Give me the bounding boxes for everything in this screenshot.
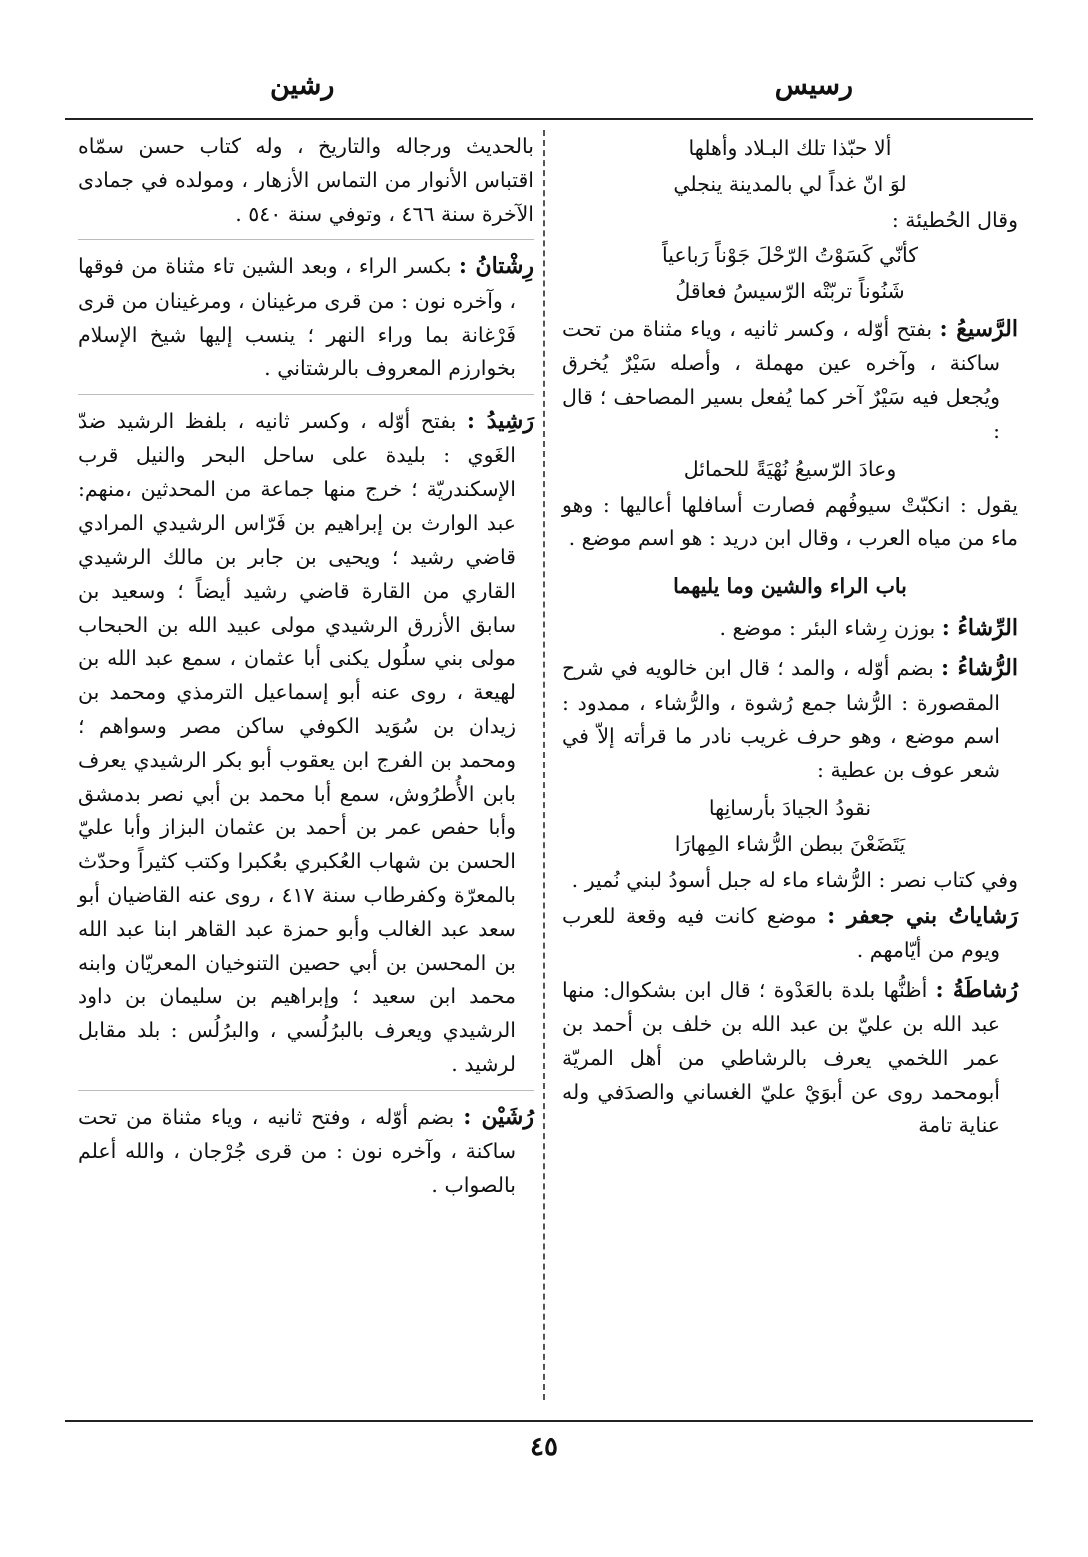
left-column: [78, 130, 534, 1207]
entry-rushayn: [78, 1099, 534, 1203]
verse: كأنّي كَسَوْتُ الرّحْلَ جَوْناً رَباعياً: [662, 243, 918, 268]
footer-rule: [65, 1420, 1033, 1422]
entry-text: موضع كانت فيه وقعة للعرب ويوم من أيّامهم .: [562, 903, 1000, 962]
header-right-title: رسيس: [774, 70, 853, 101]
entry-rushatah: [562, 972, 1018, 1144]
headword: رِشْتانُ :: [458, 253, 534, 280]
entry-rashid: [78, 403, 534, 1082]
headword: رَشاياتُ بني جعفر :: [827, 902, 1018, 929]
entry-text: بوزن رِشاء البئر : موضع .: [719, 616, 936, 641]
page-number: ٤٥: [530, 1432, 558, 1462]
verse: لوَ انّ غداً لي بالمدينة ينجلي: [673, 171, 907, 196]
text-line: وقال الحُطيئة :: [891, 207, 1018, 232]
entry-text: أظنُّها بلدة بالعَدْوة ؛ قال ابن بشكوال: منها عبد الله بن عليّ بن عبد الله بن خلف بن أحمد بن عمر اللخمي يعرف بالرشاطي من أهل المريّة أبومحمد روى عن أبوَيْ عليّ الغساني والصدَفي وله عناية تامة: [562, 977, 1000, 1138]
header-rule: [65, 118, 1033, 120]
entry-divider: [78, 394, 534, 395]
verse: يَتَضَعْنَ ببطن الرُّشاء المِهارَا: [674, 831, 906, 856]
entry-rasha2: [562, 650, 1018, 788]
header-left-title: رشين: [270, 70, 335, 101]
entry-text: بفتح أوّله ، وكسر ثانيه ، بلفظ الرشيد ضدّ الغَوي : بليدة على ساحل البحر والنيل قرب الإسكندريّة ؛ خرج منها جماعة من المحدثين ،منهم: عبد الوارث بن إبراهيم بن فَرّاس الرشيدي المرادي قاضي رشيد ؛ ويحيى بن جابر بن مالك الرشيدي القاري من القارة قاضي رشيد أيضاً ؛ وسعيد بن سابق الأزرق الرشيدي مولى عبيد الله بن الحبحاب مولى بني سلُول يكنى أبا عثمان ، سمع عبد الله بن لهيعة ، روى عنه أبو إسماعيل الترمذي ومحمد بن زيدان بن سُوَيد الكوفي ساكن مصر وسواهم ؛ ومحمد بن الفرج ابن يعقوب أبو بكر الرشيدي يعرف بابن الأُطرُوش، سمع أبا محمد بن أبي نصر بدمشق وأبا حفص عمر بن أحمد بن عثمان البزاز وأبا عليّ الحسن بن شهاب العُكبري بعُكبرا وكتب كثيراً وحدّث بالمعرّة وكفرطاب سنة ٤١٧ ، روى عنه القاضيان أبو سعد عبد الغالب وأبو حمزة عبد القاهر ابنا عبد الله بن المحسن بن أبي حصين التنوخيان المعريّان وابنه محمد ابن سعيد ؛ وإبراهيم بن سليمان بن داود الرشيدي ويعرف بالبرُلُسي ، والبرُلُس : بلد مقابل لرشيد .: [78, 409, 516, 1077]
entry-text: بضم أوّله ، والمد ؛ قال ابن خالويه في شرح المقصورة : الرُّشا جمع رُشوة ، والرُّشاء ، ممدود : اسم موضع ، وهو حرف غريب نادر ما قرأته إلاّ في شعر عوف بن عطية :: [562, 656, 1000, 783]
entry-text: بضم أوّله ، وفتح ثانيه ، وياء مثناة من تحت ساكنة ، وآخره نون : من قرى جُرْجان ، والله أعلم بالصواب .: [78, 1104, 516, 1198]
verse: نقودُ الجيادَ بأرسانِها: [708, 796, 872, 821]
headword: رُشَيْن :: [463, 1103, 534, 1130]
entry-rasha1: [562, 610, 1018, 646]
entry-rashayat: [562, 898, 1018, 968]
headword: الرِّشاءُ :: [941, 615, 1018, 642]
text-paragraph: يقول : انكبّتْ سيوفُهم فصارت أسافلها أعاليها : وهو ماء من مياه العرب ، وقال ابن دريد : هو اسم موضع .: [562, 492, 1018, 551]
right-column: [562, 130, 1018, 1147]
headword: الرُّشاءُ :: [941, 655, 1018, 682]
verse: ألا حبّذا تلك البـلاد وأهلها: [688, 136, 892, 160]
verse: وعادَ الرّسيعُ نُهْيَةً للحمائل: [683, 456, 897, 481]
section-heading: باب الراء والشين وما يليهما: [673, 574, 907, 599]
entry-rishtan: [78, 248, 534, 386]
text-paragraph: بالحديث ورجاله والتاريخ ، وله كتاب حسن سمّاه اقتباس الأنوار من التماس الأزهار ، ومولده في جمادى الآخرة سنة ٤٦٦ ، وتوفي سنة ٥٤٠ .: [78, 134, 534, 226]
column-separator: [543, 130, 545, 1400]
headword: رَشِيدُ :: [466, 408, 534, 435]
entry-text: بكسر الراء ، وبعد الشين تاء مثناة من فوقها ، وآخره نون : من قرى مرغينان ، ومرغينان من قرى فَرْغانة بما وراء النهر ؛ ينسب إليها شيخ الإسلام بخوارزم المعروف بالرشتاني .: [78, 254, 516, 381]
entry-rasi: [562, 311, 1018, 449]
entry-text: بفتح أوّله ، وكسر ثانيه ، وياء مثناة من تحت ساكنة ، وآخره عين مهملة ، وأصله سَيْرٌ يُخرق ويُجعل فيه سَيْرٌ آخر كما يُفعل بسير المصاحف ؛ قال :: [562, 317, 1000, 443]
headword: الرَّسيعُ :: [939, 316, 1018, 343]
entry-divider: [78, 1090, 534, 1091]
entry-divider: [78, 239, 534, 240]
headword: رُشاطَةُ :: [935, 976, 1018, 1003]
text-paragraph: وفي كتاب نصر : الرُّشاء ماء له جبل أسودُ لبني نُمير .: [571, 867, 1018, 892]
verse: شَنُوناً تربّتْه الرّسيسُ فعاقلُ: [675, 279, 905, 304]
